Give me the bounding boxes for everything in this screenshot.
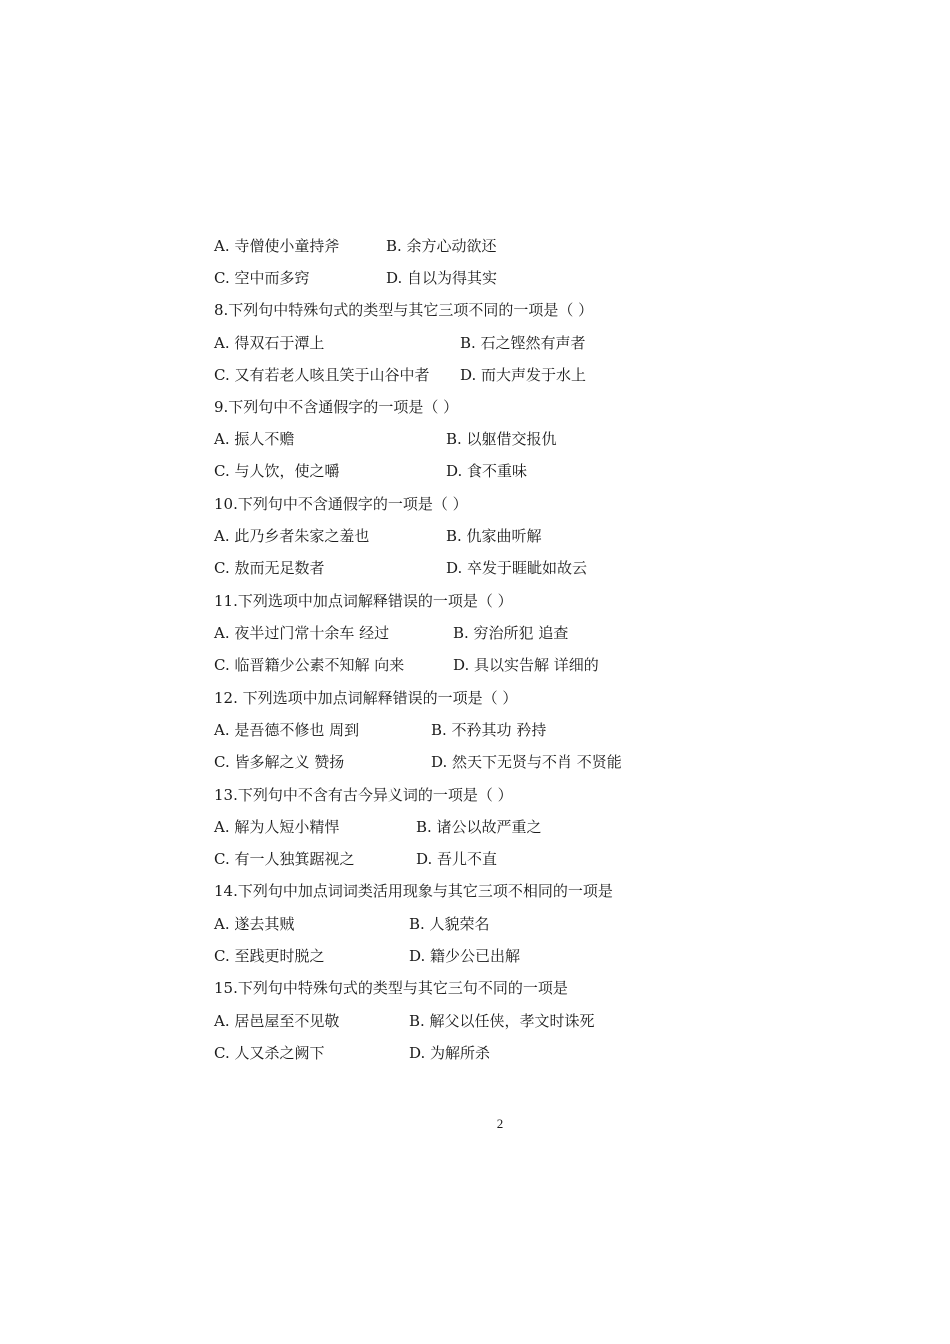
option-a: A. 居邑屋至不见敬 (214, 1012, 340, 1030)
option-a: A. 遂去其贼 (214, 915, 295, 933)
option-c: C. 又有若老人咳且笑于山谷中者 (214, 366, 430, 384)
option-b: B. 仇家曲听解 (446, 527, 542, 545)
option-c: C. 至践更时脱之 (214, 947, 325, 965)
option-d: D. 而大声发于水上 (460, 366, 587, 384)
question-10-stem: 10.下列句中不含通假字的一项是（ ） (214, 495, 468, 513)
question-11-stem: 11.下列选项中加点词解释错误的一项是（ ） (214, 592, 513, 610)
option-a: A. 寺僧使小童持斧 (214, 237, 340, 255)
option-a: A. 此乃乡者朱家之羞也 (214, 527, 370, 545)
option-b: B. 解父以任侠，孝文时诛死 (409, 1012, 595, 1030)
option-c: C. 皆多解之义 赞扬 (214, 753, 345, 771)
question-8-stem: 8.下列句中特殊句式的类型与其它三项不同的一项是（ ） (214, 301, 594, 319)
option-d: D. 具以实告解 详细的 (453, 656, 599, 674)
option-d: D. 籍少公已出解 (409, 947, 521, 965)
option-c: C. 有一人独箕踞视之 (214, 850, 355, 868)
option-a: A. 夜半过门常十余车 经过 (214, 624, 390, 642)
option-b: B. 余方心动欲还 (386, 237, 497, 255)
option-d: D. 自以为得其实 (386, 269, 498, 287)
option-d: D. 卒发于睚眦如故云 (446, 559, 588, 577)
option-b: B. 以躯借交报仇 (446, 430, 557, 448)
option-b: B. 石之铿然有声者 (460, 334, 586, 352)
option-c: C. 与人饮，使之嚼 (214, 462, 340, 480)
page-number: 2 (496, 1116, 504, 1131)
option-d: D. 为解所杀 (409, 1044, 491, 1062)
question-15-stem: 15.下列句中特殊句式的类型与其它三句不同的一项是 (214, 979, 568, 997)
option-d: D. 食不重味 (446, 462, 528, 480)
option-d: D. 吾儿不直 (416, 850, 498, 868)
option-a: A. 得双石于潭上 (214, 334, 325, 352)
question-14-stem: 14.下列句中加点词词类活用现象与其它三项不相同的一项是 (214, 882, 613, 900)
option-a: A. 振人不赡 (214, 430, 295, 448)
option-a: A. 解为人短小精悍 (214, 818, 340, 836)
option-b: B. 不矜其功 矜持 (431, 721, 547, 739)
option-c: C. 人又杀之阙下 (214, 1044, 325, 1062)
option-c: C. 空中而多窍 (214, 269, 310, 287)
question-9-stem: 9.下列句中不含通假字的一项是（ ） (214, 398, 459, 416)
question-13-stem: 13.下列句中不含有古今异义词的一项是（ ） (214, 786, 513, 804)
option-a: A. 是吾德不修也 周到 (214, 721, 360, 739)
option-b: B. 人貌荣名 (409, 915, 490, 933)
option-b: B. 穷治所犯 追查 (453, 624, 569, 642)
option-d: D. 然天下无贤与不肖 不贤能 (431, 753, 622, 771)
question-12-stem: 12. 下列选项中加点词解释错误的一项是（ ） (214, 689, 518, 707)
option-b: B. 诸公以故严重之 (416, 818, 542, 836)
option-c: C. 临晋籍少公素不知解 向来 (214, 656, 405, 674)
option-c: C. 敖而无足数者 (214, 559, 325, 577)
